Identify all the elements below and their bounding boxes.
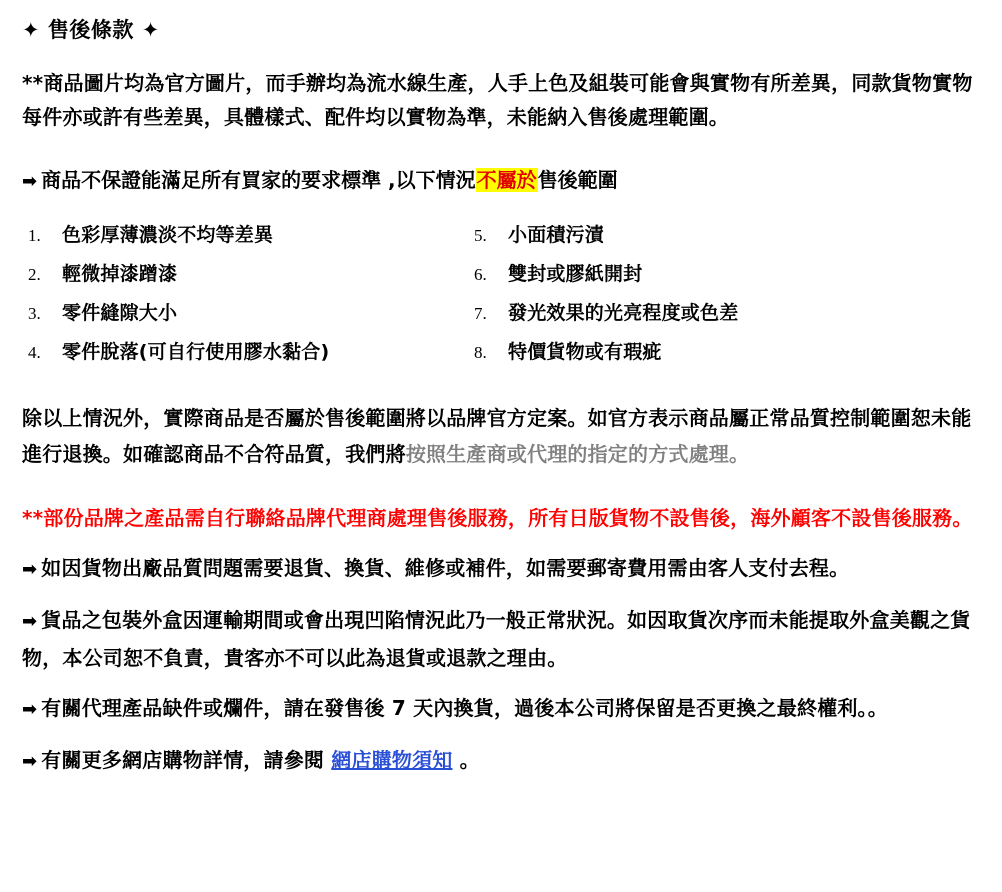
note-text: 貨品之包裝外盒因運輸期間或會出現凹陷情況此乃一般正常狀況。如因取貨次序而未能提取外盒美觀之貨物，本公司恕不負責，貴客亦不可以此為退貨或退款之理由。 [22,608,971,670]
exclusion-heading [22,164,988,198]
page-title: ✦ 售後條款 ✦ [22,18,160,42]
list-item [28,333,454,372]
note-missing-parts [22,690,988,728]
red-warning-paragraph: **部份品牌之產品需自行聯絡品牌代理商處理售後服務，所有日版貨物不設售後，海外顧客不設售後服務。 [22,506,973,530]
exclusion-list-left-column [14,216,454,372]
list-item-number: 1. [28,226,41,245]
arrow-icon: ➡ [22,699,38,720]
note-packaging-dent [22,602,988,676]
list-item-label: 零件脫落(可自行使用膠水黏合) [62,341,330,363]
note-text: 有關代理產品缺件或爛件，請在發售後 7 天內換貨，過後本公司將保留是否更換之最終權利。。 [41,696,888,720]
list-item-number: 2. [28,265,41,284]
list-item-label: 小面積污漬 [508,224,605,246]
list-item [474,294,894,333]
list-item-number: 3. [28,304,41,323]
list-item-number: 6. [474,265,487,284]
list-item [474,333,894,372]
list-item-number: 8. [474,343,487,362]
list-item-label: 色彩厚薄濃淡不均等差異 [62,224,274,246]
list-item-label: 零件縫隙大小 [62,302,178,324]
arrow-icon: ➡ [22,751,38,772]
final-note-suffix: 。 [452,748,480,772]
note-shipping-fee [22,550,988,588]
list-item [28,255,454,294]
list-item-label: 特價貨物或有瑕疵 [508,341,662,363]
list-item-number: 4. [28,343,41,362]
list-item-label: 雙封或膠紙開封 [508,263,643,285]
shopping-guide-link[interactable]: 網店購物須知 [331,748,453,772]
policy-paragraph [22,400,988,472]
exclusion-heading-suffix: 售後範圍 [537,168,618,192]
exclusion-heading-prefix: 商品不保證能滿足所有買家的要求標準 ,以下情況 [41,168,476,192]
list-item [474,216,894,255]
arrow-icon: ➡ [22,611,38,632]
intro-paragraph: **商品圖片均為官方圖片，而手辦均為流水線生產，人手上色及組裝可能會與實物有所差異，同款貨物實物每件亦或許有些差異，具體樣式、配件均以實物為準，未能納入售後處理範圍。 [22,71,973,129]
list-item-number: 7. [474,304,487,323]
policy-paragraph-part1: 除以上情況外，實際商品是否屬於售後範圍將以品牌官方定案。如官方表示商品屬正常品質控制範圍恕未能進行退換。如確認商品不合符品質，我們將 [22,406,972,466]
note-shopping-guide [22,742,988,780]
note-text: 如因貨物出廠品質問題需要退貨、換貨、維修或補件，如需要郵寄費用需由客人支付去程。 [41,556,850,580]
arrow-icon: ➡ [22,559,38,580]
list-item-label: 發光效果的光亮程度或色差 [508,302,739,324]
exclusion-list-right-column [454,216,894,372]
exclusion-heading-highlight: 不屬於 [476,168,537,192]
list-item [28,294,454,333]
list-item [474,255,894,294]
final-note-prefix: 有關更多網店購物詳情，請參閱 [41,748,332,772]
arrow-icon: ➡ [22,171,38,192]
list-item-label: 輕微掉漆蹭漆 [62,263,178,285]
list-item [28,216,454,255]
exclusion-list [14,216,988,372]
policy-paragraph-part2: 按照生產商或代理的指定的方式處理。 [405,442,750,466]
list-item-number: 5. [474,226,487,245]
